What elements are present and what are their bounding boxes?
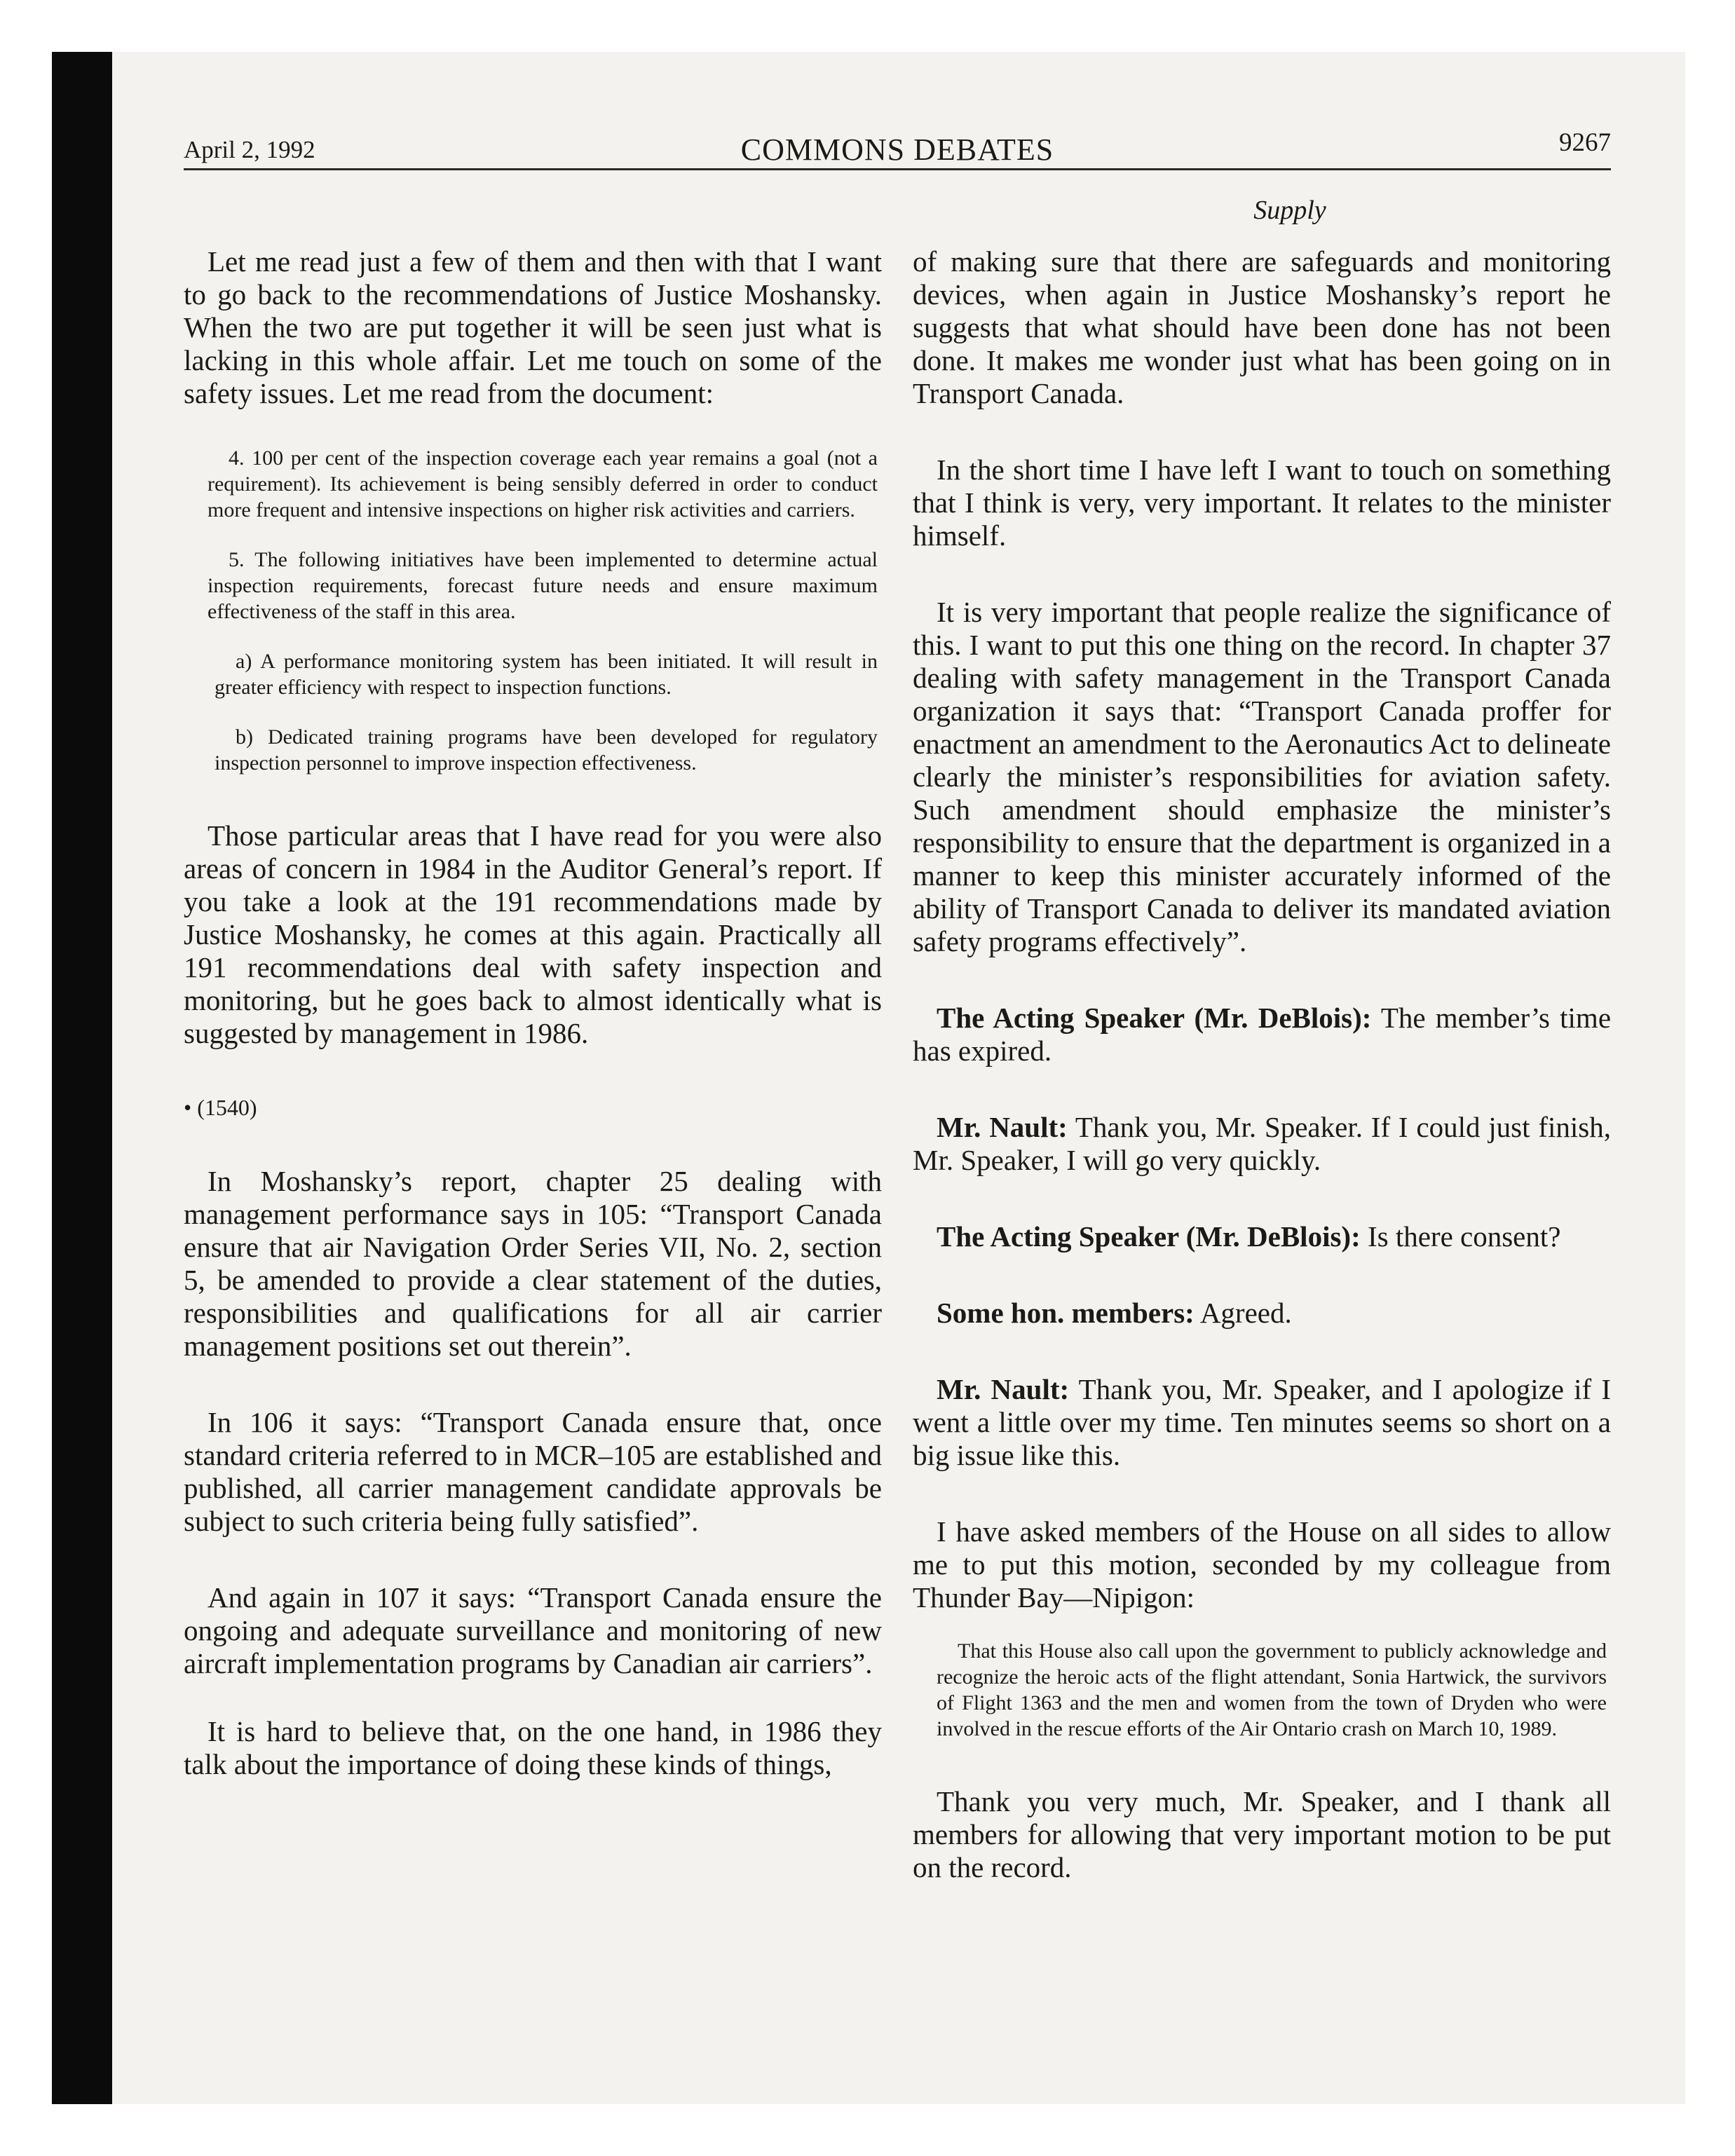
- right-column: [913, 245, 1611, 1884]
- header-date: April 2, 1992: [184, 136, 315, 163]
- speaker-turn: [913, 1220, 1611, 1253]
- section-heading: Supply: [1253, 196, 1326, 225]
- paragraph: of making sure that there are safeguards and monitoring devices, when again in Justice Moshansky’s report he suggests that what should have been done has not been done. It makes me wonder just what has been going on in Transport Canada.: [913, 245, 1611, 409]
- paragraph: Those particular areas that I have read for you were also areas of concern in 1984 in the Auditor General’s report. If you take a look at the 191 recommendations made by Justice Moshansky, he comes at this again. Practically all 191 recommendations deal with safety inspection and monitoring, but he goes back to almost identically what is suggested by management in 1986.: [184, 819, 882, 1049]
- block-quote: a) A performance monitoring system has been initiated. It will result in greater efficiency with respect to inspection functions.: [215, 650, 878, 699]
- speech-text: Thank you, Mr. Speaker, and I apologize if I went a little over my time. Ten minutes seems so short on a big issue like this.: [913, 1373, 1611, 1471]
- paragraph: I have asked members of the House on all sides to allow me to put this motion, seconded by my colleague from Thunder Bay—Nipigon:: [913, 1515, 1611, 1613]
- paragraph: In 106 it says: “Transport Canada ensure that, once standard criteria referred to in MCR–105 are established and published, all carrier management candidate approvals be subject to such criteria being fully satisfied”.: [184, 1406, 882, 1537]
- page-number: 9267: [1559, 128, 1611, 157]
- block-quote: b) Dedicated training programs have been developed for regulatory inspection personnel to improve inspection effectiveness.: [215, 725, 878, 775]
- speech-text: Is there consent?: [1367, 1220, 1561, 1253]
- time-marker: • (1540): [184, 1095, 257, 1120]
- speaker-turn: [913, 1111, 1611, 1177]
- block-quote: 4. 100 per cent of the inspection coverage each year remains a goal (not a requirement). Its achievement is being sensibly deferred in order to conduct more frequent and intensive inspections on higher risk activities and carriers.: [207, 446, 878, 521]
- speaker-name: The Acting Speaker (Mr. DeBlois):: [937, 1220, 1361, 1253]
- paragraph: Thank you very much, Mr. Speaker, and I thank all members for allowing that very important motion to be put on the record.: [913, 1785, 1611, 1883]
- header-title: COMMONS DEBATES: [740, 132, 1054, 167]
- paragraph: It is hard to believe that, on the one hand, in 1986 they talk about the importance of doing these kinds of things,: [184, 1715, 882, 1780]
- motion-text: That this House also call upon the government to publicly acknowledge and recognize the heroic acts of the flight attendant, Sonia Hartwick, the survivors of Flight 1363 and the men and women from the town of Dryden who were involved in the rescue efforts of the Air Ontario crash on March 10, 1989.: [937, 1639, 1607, 1740]
- paragraph: And again in 107 it says: “Transport Canada ensure the ongoing and adequate surveillance and monitoring of new aircraft implementation programs by Canadian air carriers”.: [184, 1581, 882, 1679]
- paragraph: In Moshansky’s report, chapter 25 dealing with management performance says in 105: “Transport Canada ensure that air Navigation Order Series VII, No. 2, section 5, be amended to provide a clear statement of the duties, responsibilities and qualifications for all air carrier management positions set out therein”.: [184, 1165, 882, 1362]
- speaker-name: The Acting Speaker (Mr. DeBlois):: [937, 1002, 1372, 1034]
- block-quote: 5. The following initiatives have been implemented to determine actual inspection requirements, forecast future needs and ensure maximum effectiveness of the staff in this area.: [207, 548, 878, 623]
- page: [184, 105, 1611, 2026]
- speaker-name: Mr. Nault:: [937, 1373, 1070, 1405]
- paragraph: In the short time I have left I want to touch on something that I think is very, very important. It relates to the minister himself.: [913, 453, 1611, 552]
- speaker-turn: [913, 1373, 1611, 1472]
- speech-text: The member’s time has expired.: [913, 1002, 1612, 1067]
- speaker-name: Mr. Nault:: [937, 1111, 1068, 1143]
- running-header: [184, 119, 1611, 170]
- speaker-turn: [913, 1297, 1611, 1330]
- paragraph: Let me read just a few of them and then with that I want to go back to the recommendations of Justice Moshansky. When the two are put together it will be seen just what is lacking in this whole affair. Let me touch on some of the safety issues. Let me read from the document:: [184, 245, 882, 409]
- binding-edge-shadow: [52, 52, 112, 2104]
- left-column: [184, 245, 882, 1781]
- speaker-turn: [913, 1002, 1611, 1067]
- paragraph: It is very important that people realize the significance of this. I want to put this one thing on the record. In chapter 37 dealing with safety management in the Transport Canada organization it says that: “Transport Canada proffer for enactment an amendment to the Aeronautics Act to delineate clearly the minister’s responsibilities for aviation safety. Such amendment should emphasize the minister’s responsibility to ensure that the department is organized in a manner to keep this minister accurately informed of the ability of Transport Canada to deliver its mandated aviation safety programs effectively”.: [913, 596, 1611, 957]
- speech-text: Thank you, Mr. Speaker. If I could just finish, Mr. Speaker, I will go very quickly.: [913, 1111, 1611, 1176]
- speech-text: Agreed.: [1199, 1297, 1292, 1329]
- speaker-name: Some hon. members:: [937, 1297, 1195, 1329]
